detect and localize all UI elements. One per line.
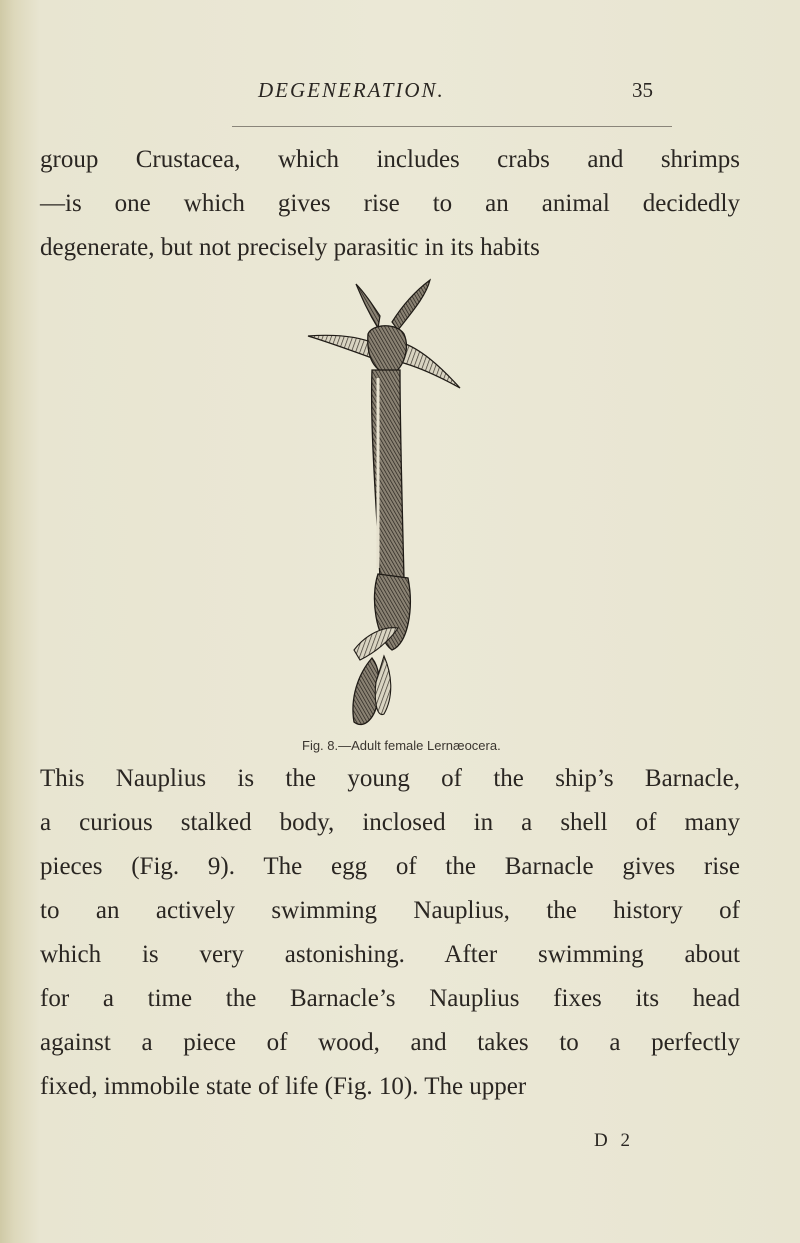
figure-caption: Fig. 8.—Adult female Lernæocera. — [302, 738, 501, 753]
text-line: to an actively swimming Nauplius, the history of — [40, 897, 740, 924]
text-line: a curious stalked body, inclosed in a shell of many — [40, 809, 740, 836]
text-line: against a piece of wood, and takes to a perfectly — [40, 1029, 740, 1056]
text-line: pieces (Fig. 9). The egg of the Barnacle gives rise — [40, 853, 740, 880]
lernaeocera-illustration — [280, 278, 500, 734]
text-line: —is one which gives rise to an animal decidedly — [40, 190, 740, 217]
text-line: which is very astonishing. After swimming about — [40, 941, 740, 968]
signature-mark: D 2 — [594, 1130, 634, 1151]
header-rule — [232, 126, 672, 127]
text-line: fixed, immobile state of life (Fig. 10). The upper — [40, 1073, 527, 1100]
running-head — [0, 78, 800, 108]
paragraph-top — [40, 138, 740, 270]
text-line: group Crustacea, which includes crabs and shrimps — [40, 146, 740, 173]
text-line: degenerate, but not precisely parasitic in its habits — [40, 234, 540, 261]
paragraph-bottom — [40, 757, 740, 1109]
page-number: 35 — [632, 78, 653, 102]
text-line: for a time the Barnacle’s Nauplius fixes its head — [40, 985, 740, 1012]
text-line: This Nauplius is the young of the ship’s Barnacle, — [40, 765, 740, 792]
running-title: DEGENERATION. — [258, 78, 445, 102]
